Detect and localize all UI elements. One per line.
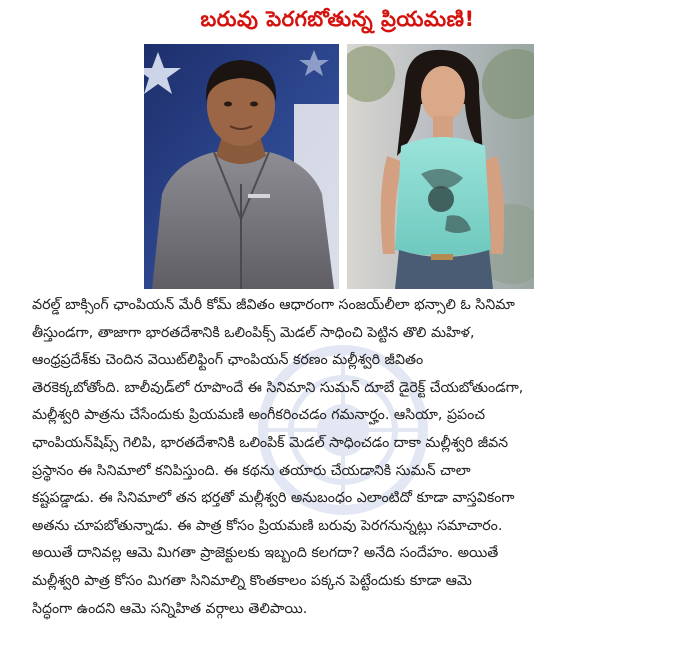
article-line: అయితే దానివల్ల ఆమె మిగతా ప్రాజెక్టులకు ఇబ్బంది కలగదా? అనేది సందేహం. అయితే (32, 545, 499, 562)
article-line: ఆంధ్రప్రదేశ్‌కు చెందిన వెయిట్‌లిఫ్టింగ్ ఛాంపియన్ కరణం మల్లీశ్వరి జీవితం (32, 352, 424, 369)
article-line: మల్లీశ్వరి పాత్రను చేసేందుకు ప్రియమణి అంగీకరించడం గమనార్హం. ఆసియా, ప్రపంచ (32, 407, 486, 424)
article-line: అతను చూపబోతున్నాడు. ఈ పాత్ర కోసం ప్రియమణి బరువు పెరగనున్నట్లు సమాచారం. (32, 517, 503, 534)
right-photo-illustration (347, 44, 534, 289)
article-line: సిద్ధంగా ఉందని ఆమె సన్నిహిత వర్గాలు తెలిపాయి. (32, 600, 308, 617)
article-line: కష్టపడ్డాడు. ఈ సినిమాలో తన భర్తతో మల్లీశ్వరి అనుబంధం ఎలాంటిదో కూడా వాస్తవికంగా (32, 490, 515, 507)
article-line: తీస్తుండగా, తాజాగా భారతదేశానికి ఒలింపిక్స్ మెడల్ సాధించి పెట్టిన తొలి మహిళ, (32, 324, 475, 341)
article-line: ఛాంపియన్‌షిప్స్ గెలిపి, భారతదేశానికి ఒలింపిక్ మెడల్ సాధించడం దాకా మల్లీశ్వరి జీవన (32, 434, 509, 451)
article-line: ప్రస్థానం ఈ సినిమాలో కనిపిస్తుంది. ఈ కథను తయారు చేయడానికి సుమన్ చాలా (32, 462, 471, 479)
left-photo-illustration (144, 44, 339, 289)
article-line: తెరకెక్కబోతోంది. బాలీవుడ్‌లో రూపొందే ఈ సినిమాని సుమన్ దూబే డైరెక్ట్ చేయబోతుండగా, (32, 379, 524, 396)
left-photo (144, 44, 339, 289)
headline: బరువు పెరగబోతున్న ప్రియమణి! (200, 7, 475, 31)
article-line: వరల్డ్ బాక్సింగ్ ఛాంపియన్ మేరీ కోమ్ జీవితం ఆధారంగా సంజయ్‌లీలా భన్సాలి ఓ సినిమా (32, 297, 515, 313)
headline-bar (0, 0, 675, 44)
article-body (32, 292, 650, 623)
article-line: మల్లీశ్వరి పాత్ర కోసం మిగతా సినిమాల్ని కొంతకాలం పక్కన పెట్టేందుకు కూడా ఆమె (32, 572, 472, 589)
right-photo (347, 44, 534, 289)
